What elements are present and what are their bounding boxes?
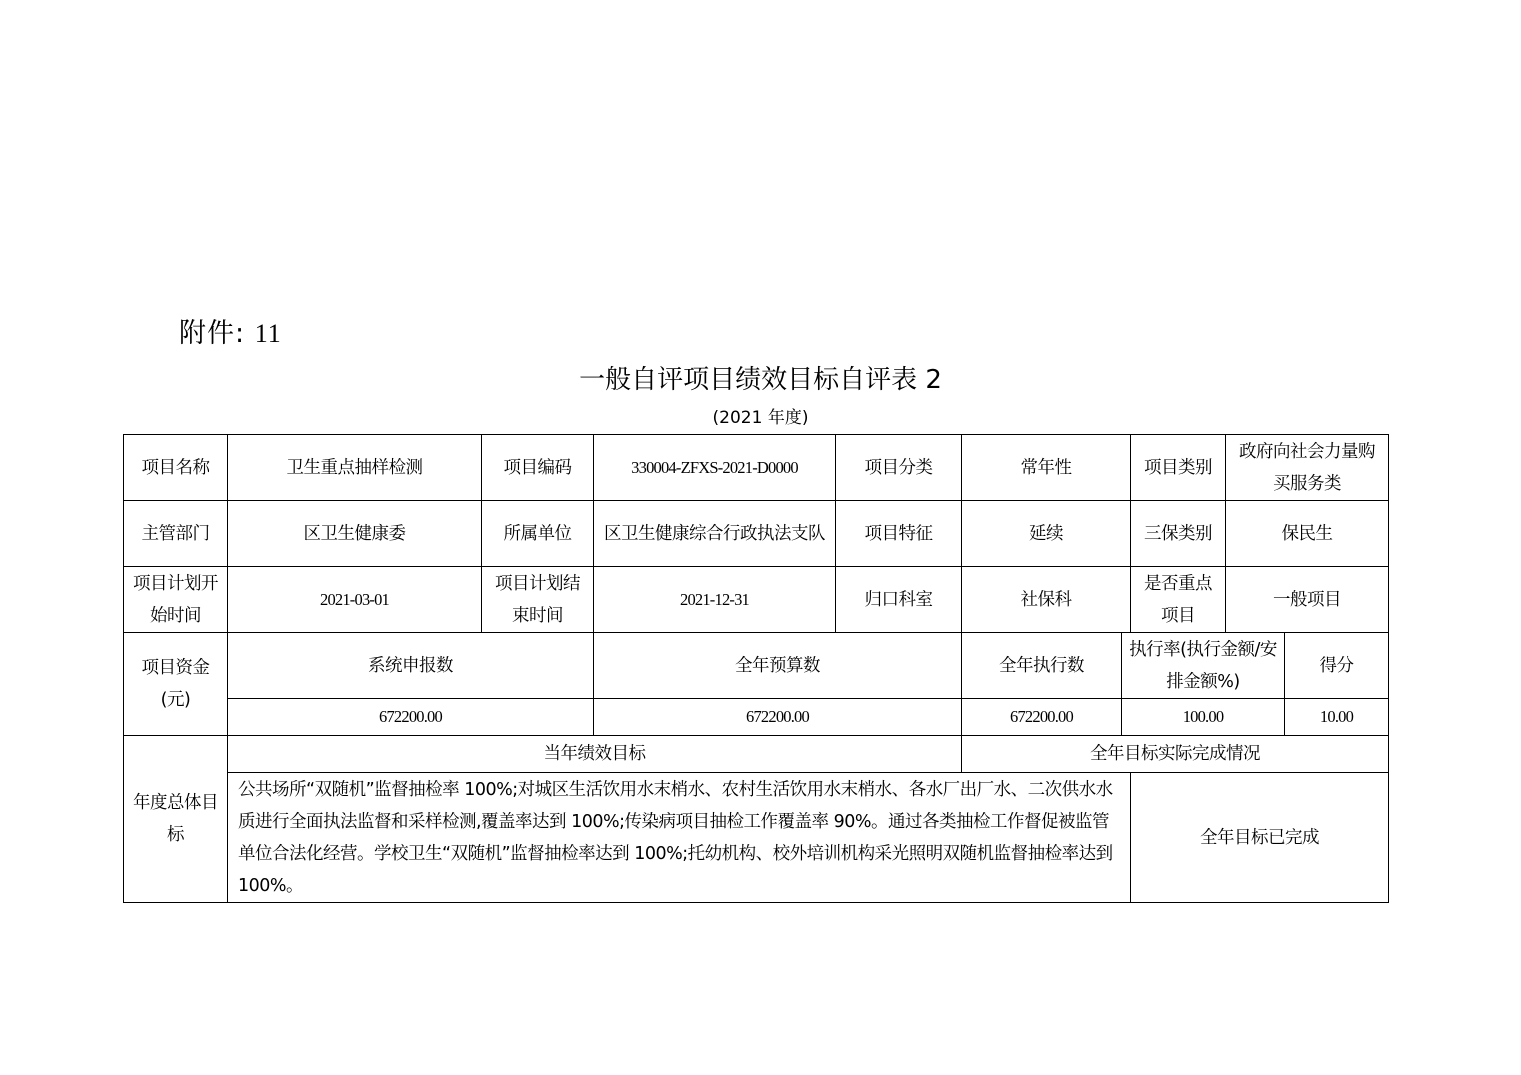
project-name-value: 卫生重点抽样检测 — [228, 435, 482, 501]
feature-label: 项目特征 — [836, 501, 962, 567]
office-label: 归口科室 — [836, 567, 962, 633]
funds-score-value: 10.00 — [1285, 699, 1389, 736]
project-code-label: 项目编码 — [482, 435, 594, 501]
sanbao-value: 保民生 — [1226, 501, 1389, 567]
table-row — [124, 699, 1389, 736]
attachment-label — [179, 316, 282, 352]
feature-value: 延续 — [962, 501, 1131, 567]
project-code-value: 330004-ZFXS-2021-D0000 — [594, 435, 836, 501]
funds-executed-header: 全年执行数 — [962, 633, 1122, 699]
project-type-value: 政府向社会力量购买服务类 — [1226, 435, 1389, 501]
office-value: 社保科 — [962, 567, 1131, 633]
attachment-label-text: 附件: — [179, 318, 246, 349]
project-class-label: 项目分类 — [836, 435, 962, 501]
funds-executed-value: 672200.00 — [962, 699, 1122, 736]
funds-budget-value: 672200.00 — [594, 699, 962, 736]
funds-declared-value: 672200.00 — [228, 699, 594, 736]
key-project-value: 一般项目 — [1226, 567, 1389, 633]
end-time-label: 项目计划结束时间 — [482, 567, 594, 633]
unit-label: 所属单位 — [482, 501, 594, 567]
attachment-number: 11 — [254, 319, 282, 348]
end-time-value: 2021-12-31 — [594, 567, 836, 633]
unit-value: 区卫生健康综合行政执法支队 — [594, 501, 836, 567]
goals-target-header: 当年绩效目标 — [228, 736, 962, 773]
page-title: 一般自评项目绩效目标自评表 2 — [579, 365, 942, 395]
funds-declared-header: 系统申报数 — [228, 633, 594, 699]
funds-score-header: 得分 — [1285, 633, 1389, 699]
start-time-label: 项目计划开始时间 — [124, 567, 228, 633]
department-label: 主管部门 — [124, 501, 228, 567]
sanbao-label: 三保类别 — [1131, 501, 1226, 567]
project-type-label: 项目类别 — [1131, 435, 1226, 501]
self-evaluation-table — [123, 434, 1389, 903]
project-name-label: 项目名称 — [124, 435, 228, 501]
funds-rate-value: 100.00 — [1122, 699, 1285, 736]
goals-label: 年度总体目标 — [124, 736, 228, 903]
table-row — [124, 773, 1389, 903]
table-row — [124, 633, 1389, 699]
year-subtitle: (2021 年度) — [712, 408, 809, 428]
table-row — [124, 567, 1389, 633]
project-class-value: 常年性 — [962, 435, 1131, 501]
table-row — [124, 501, 1389, 567]
table-row — [124, 435, 1389, 501]
department-value: 区卫生健康委 — [228, 501, 482, 567]
goals-actual-text: 全年目标已完成 — [1131, 773, 1389, 903]
goals-target-text: 公共场所“双随机”监督抽检率 100%;对城区生活饮用水末梢水、农村生活饮用水末梢水、各水厂出厂水、二次供水水质进行全面执法监督和采样检测,覆盖率达到 100%;传染病项目抽检工作覆盖率 90%。通过各类抽检工作督促被监管单位合法化经营。学校卫生“双随机”监督抽检率达到 100%;托幼机构、校外培训机构采光照明双随机监督抽检率达到 100%。 — [228, 773, 1131, 903]
table-row — [124, 736, 1389, 773]
start-time-value: 2021-03-01 — [228, 567, 482, 633]
goals-actual-header: 全年目标实际完成情况 — [962, 736, 1389, 773]
funds-rate-header: 执行率(执行金额/安排金额%) — [1122, 633, 1285, 699]
funds-budget-header: 全年预算数 — [594, 633, 962, 699]
funds-label: 项目资金(元) — [124, 633, 228, 736]
key-project-label: 是否重点项目 — [1131, 567, 1226, 633]
